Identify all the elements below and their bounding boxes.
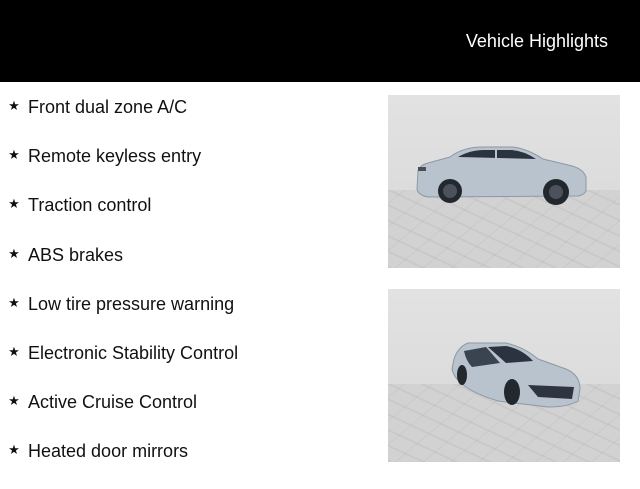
feature-label: Low tire pressure warning [28,293,235,314]
car-front-icon [388,289,620,462]
feature-label: Heated door mirrors [28,441,189,462]
vehicle-photo-side[interactable] [388,95,620,268]
feature-label: Traction control [28,195,152,216]
feature-item [0,341,370,390]
feature-item [0,144,370,193]
feature-item [0,439,370,488]
star-icon: ★ [8,196,20,212]
feature-label: Remote keyless entry [28,146,202,167]
star-icon: ★ [8,245,20,261]
feature-item [0,390,370,439]
feature-label: Electronic Stability Control [28,342,239,363]
feature-item [0,292,370,341]
star-icon: ★ [8,98,20,113]
header-bar [0,0,640,82]
car-side-icon [388,95,620,268]
feature-label: Front dual zone A/C [28,97,188,117]
feature-label: Active Cruise Control [28,392,198,413]
feature-item [0,95,370,144]
star-icon: ★ [8,442,20,458]
feature-label: ABS brakes [28,244,124,265]
star-icon: ★ [8,343,20,359]
page-title: Vehicle Highlights [465,31,608,51]
feature-item [0,193,370,242]
feature-item [0,243,370,292]
vehicle-photo-front[interactable] [388,289,620,462]
star-icon: ★ [8,147,20,163]
star-icon: ★ [8,294,20,310]
star-icon: ★ [8,393,20,409]
feature-list [0,95,370,489]
